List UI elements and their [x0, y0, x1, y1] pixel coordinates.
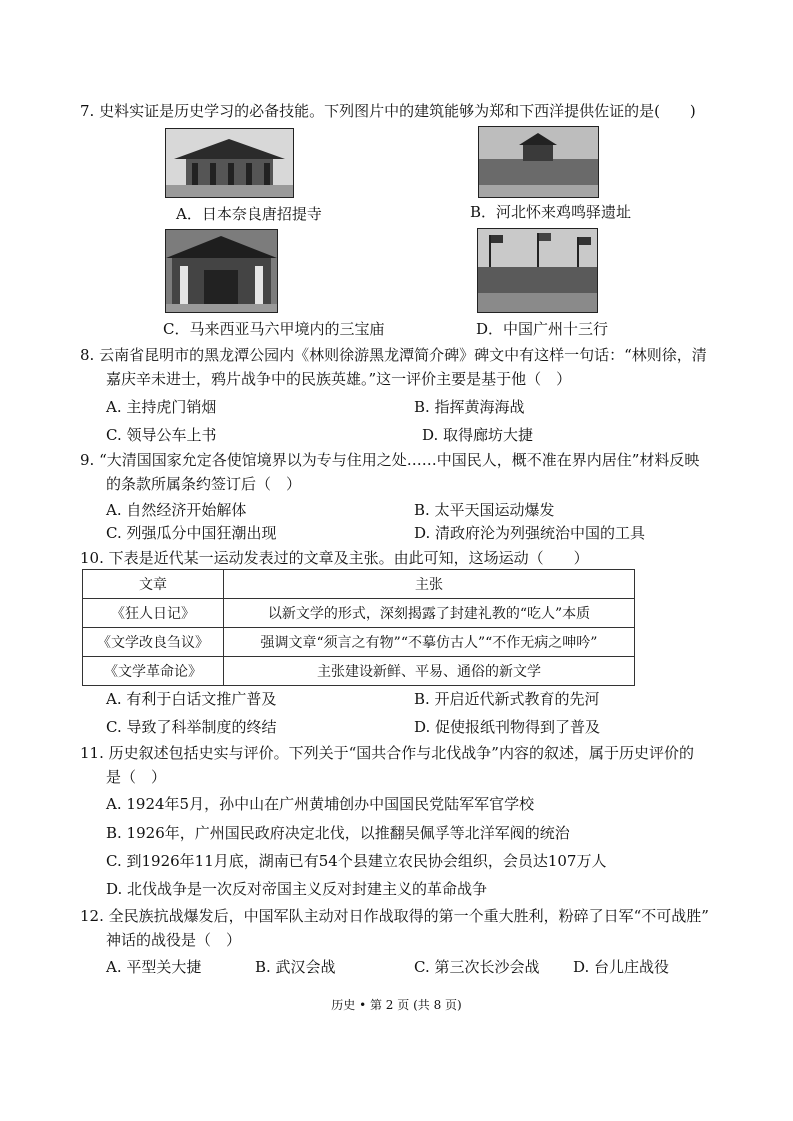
q8-option-a: A. 主持虎门销烟 [106, 398, 217, 416]
fortress-gate-photo-icon [478, 126, 599, 198]
q9-stem-line2: 的条款所属条约签订后（ ） [106, 475, 302, 493]
q12-option-a: A. 平型关大捷 [106, 958, 202, 976]
table-row [83, 657, 635, 686]
q12-option-c: C. 第三次长沙会战 [414, 958, 540, 976]
table-cell-article: 《文学革命论》 [83, 657, 224, 686]
q11-option-b: B. 1926年，广州国民政府决定北伐，以推翻吴佩孚等北洋军阀的统治 [106, 824, 570, 842]
table-header-claim: 主张 [224, 570, 635, 599]
table-cell-article: 《文学改良刍议》 [83, 628, 224, 657]
q10-stem: 10. 下表是近代某一运动发表过的文章及主张。由此可知，这场运动（ ） [80, 549, 589, 567]
q9-option-b: B. 太平天国运动爆发 [414, 501, 555, 519]
table-header-row [83, 570, 635, 599]
q11-option-a: A. 1924年5月，孙中山在广州黄埔创办中国国民党陆军军官学校 [106, 795, 535, 813]
q11-stem-line1: 11. 历史叙述包括史实与评价。下列关于“国共合作与北伐战争”内容的叙述，属于历史评价的 [80, 744, 694, 762]
q12-option-d: D. 台儿庄战役 [573, 958, 670, 976]
q10-option-d: D. 促使报纸刊物得到了普及 [414, 718, 601, 736]
q10-option-b: B. 开启近代新式教育的先河 [414, 690, 600, 708]
q8-option-b: B. 指挥黄海海战 [414, 398, 525, 416]
table-cell-article: 《狂人日记》 [83, 599, 224, 628]
table-row [83, 628, 635, 657]
page-footer: 历史 • 第 2 页 (共 8 页) [331, 998, 462, 1012]
q7-stem: 7. 史料实证是历史学习的必备技能。下列图片中的建筑能够为郑和下西洋提供佐证的是( ) [80, 102, 696, 120]
shrine-photo-icon [165, 229, 278, 313]
table-header-article: 文章 [83, 570, 224, 599]
table-row [83, 599, 635, 628]
q11-stem-line2: 是（ ） [106, 768, 167, 786]
q8-option-d: D. 取得廊坊大捷 [422, 426, 534, 444]
q7-option-a-caption: A．日本奈良唐招提寺 [176, 205, 322, 223]
q9-option-a: A. 自然经济开始解体 [106, 501, 247, 519]
q9-option-d: D. 清政府沦为列强统治中国的工具 [414, 524, 646, 542]
q8-stem-line1: 8. 云南省昆明市的黑龙潭公园内《林则徐游黑龙潭简介碑》碑文中有这样一句话：“林则徐，清 [80, 346, 707, 364]
table-cell-claim: 强调文章“须言之有物”“不摹仿古人”“不作无病之呻吟” [224, 628, 635, 657]
q9-stem-line1: 9. “大清国国家允定各使馆境界以为专与住用之处……中国民人，概不准在界内居住”材料反映 [80, 451, 700, 469]
q8-option-c: C. 领导公车上书 [106, 426, 217, 444]
table-cell-claim: 主张建设新鲜、平易、通俗的新文学 [224, 657, 635, 686]
q12-stem-line2: 神话的战役是（ ） [106, 931, 242, 949]
q9-option-c: C. 列强瓜分中国狂潮出现 [106, 524, 277, 542]
table-cell-claim: 以新文学的形式，深刻揭露了封建礼教的“吃人”本质 [224, 599, 635, 628]
q10-option-a: A. 有利于白话文推广普及 [106, 690, 277, 708]
q12-option-b: B. 武汉会战 [255, 958, 336, 976]
q7-option-b-caption: B．河北怀来鸡鸣驿遗址 [470, 203, 632, 221]
temple-photo-icon [165, 128, 294, 198]
q8-stem-line2: 嘉庆辛未进士，鸦片战争中的民族英雄。”这一评价主要是基于他（ ） [106, 370, 572, 388]
q12-stem-line1: 12. 全民族抗战爆发后，中国军队主动对日作战取得的第一个重大胜利，粉碎了日军“不可战胜” [80, 907, 709, 925]
q11-option-c: C. 到1926年11月底，湖南已有54个县建立农民协会组织，会员达107万人 [106, 852, 607, 870]
q7-option-d-caption: D．中国广州十三行 [476, 320, 609, 338]
q7-option-c-caption: C．马来西亚马六甲境内的三宝庙 [163, 320, 385, 338]
q10-table [82, 569, 635, 686]
harbor-buildings-photo-icon [477, 228, 598, 313]
q10-option-c: C. 导致了科举制度的终结 [106, 718, 277, 736]
q11-option-d: D. 北伐战争是一次反对帝国主义反对封建主义的革命战争 [106, 880, 488, 898]
